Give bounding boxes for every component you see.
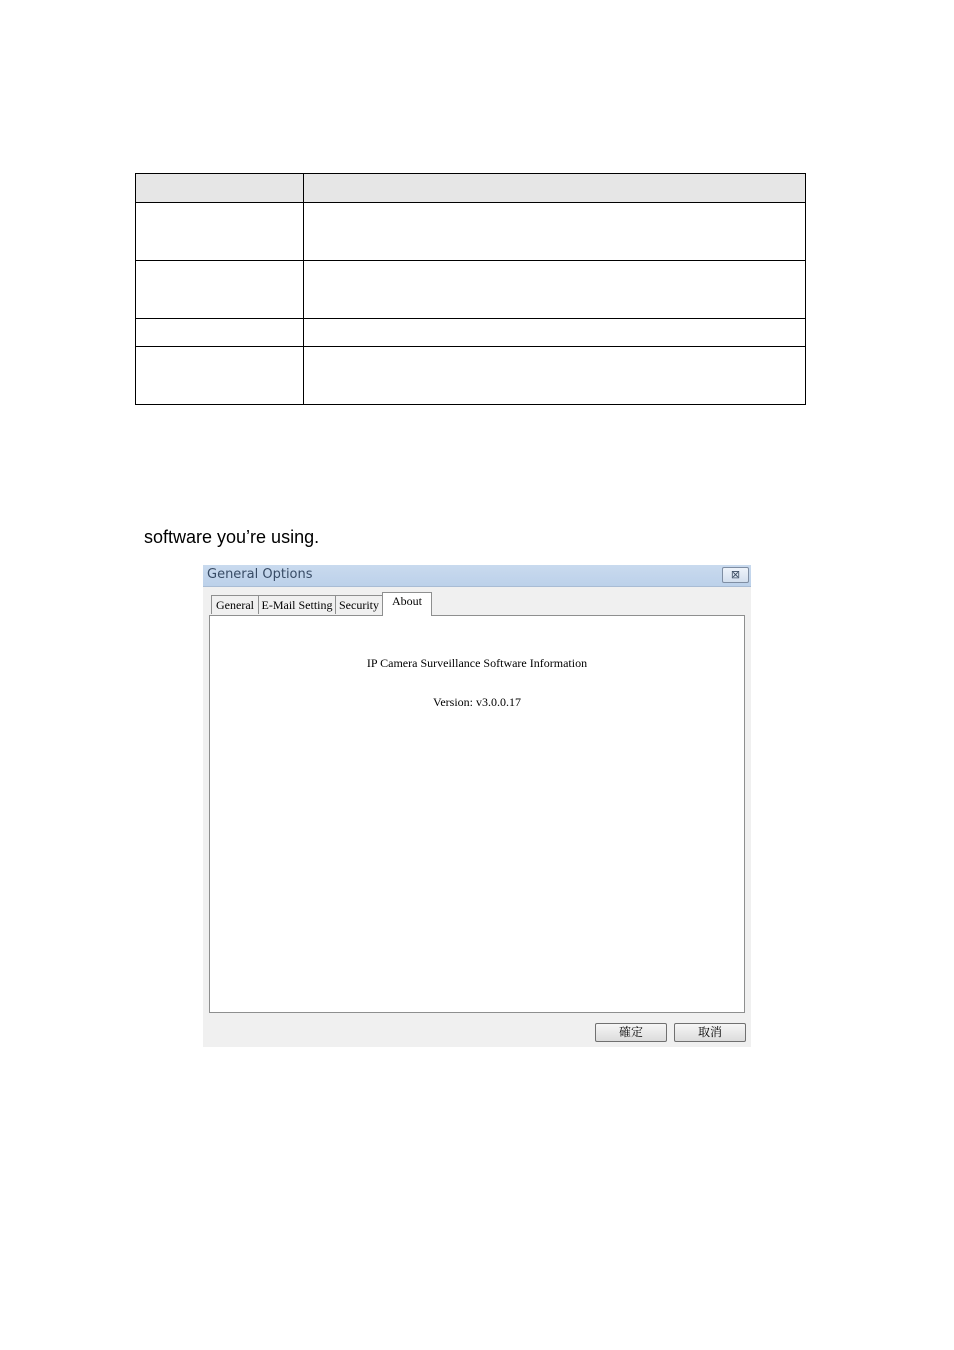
software-info-title: IP Camera Surveillance Software Information bbox=[366, 656, 588, 670]
table-row bbox=[136, 261, 806, 319]
ok-button[interactable]: 確定 bbox=[595, 1023, 667, 1042]
close-button[interactable] bbox=[722, 567, 749, 583]
about-panel bbox=[209, 615, 745, 1013]
tab-email-setting[interactable]: E-Mail Setting bbox=[258, 595, 336, 614]
table-cell bbox=[136, 174, 304, 203]
table-header-row bbox=[136, 174, 806, 203]
table-row bbox=[136, 319, 806, 347]
table-cell bbox=[304, 203, 806, 261]
dialog-title: General Options bbox=[207, 567, 313, 582]
body-paragraph: software you’re using. bbox=[144, 527, 320, 547]
table-cell bbox=[136, 319, 304, 347]
document-table bbox=[135, 173, 806, 405]
table-cell bbox=[136, 261, 304, 319]
tab-general[interactable]: General bbox=[211, 595, 259, 614]
table-cell bbox=[304, 261, 806, 319]
table-row bbox=[136, 203, 806, 261]
table-cell bbox=[304, 174, 806, 203]
tab-security[interactable]: Security bbox=[335, 595, 383, 614]
table-cell bbox=[136, 347, 304, 405]
table-cell bbox=[304, 319, 806, 347]
dialog-titlebar[interactable] bbox=[203, 565, 751, 587]
general-options-dialog bbox=[203, 565, 751, 1047]
close-icon: ⊠ bbox=[730, 568, 741, 581]
table-row bbox=[136, 347, 806, 405]
table-cell bbox=[304, 347, 806, 405]
tab-about[interactable]: About bbox=[382, 592, 432, 616]
cancel-button[interactable]: 取消 bbox=[674, 1023, 746, 1042]
version-text: Version: v3.0.0.17 bbox=[433, 695, 521, 709]
table-cell bbox=[136, 203, 304, 261]
